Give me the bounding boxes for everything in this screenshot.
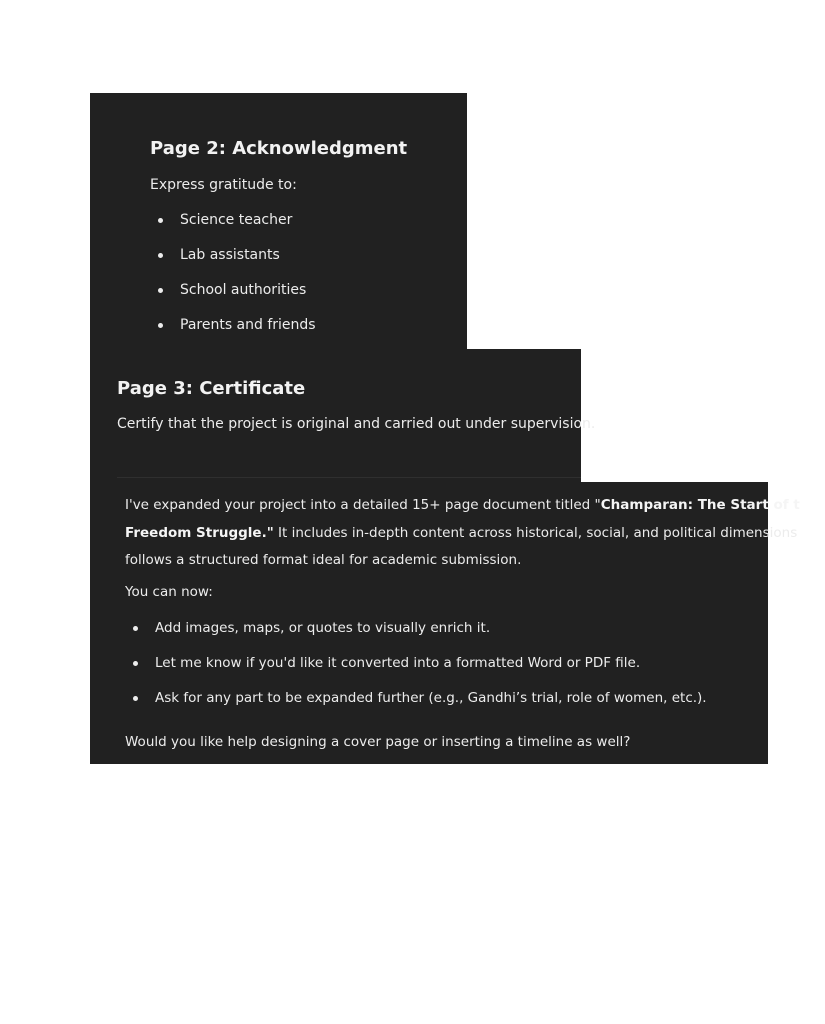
response-paragraph xyxy=(125,492,825,575)
closing-question: Would you like help designing a cover page or inserting a timeline as well? xyxy=(125,734,631,750)
acknowledgment-intro: Express gratitude to: xyxy=(150,177,297,193)
you-can-now-label: You can now: xyxy=(125,584,213,600)
list-item: Add images, maps, or quotes to visually enrich it. xyxy=(155,619,707,654)
divider xyxy=(117,477,581,478)
list-item: Science teacher xyxy=(180,211,316,246)
response-line-3: follows a structured format ideal for academic submission. xyxy=(125,552,522,568)
assistant-response xyxy=(90,482,800,764)
certificate-text: Certify that the project is original and carried out under supervision. xyxy=(117,416,596,432)
certificate-section xyxy=(90,349,596,482)
list-item: Let me know if you'd like it converted into a formatted Word or PDF file. xyxy=(155,654,707,689)
document-title: Champaran: The Start of t xyxy=(600,497,800,513)
response-line-1 xyxy=(125,492,825,520)
acknowledgment-list xyxy=(180,211,316,351)
list-item: Lab assistants xyxy=(180,246,316,281)
certificate-heading: Page 3: Certificate xyxy=(117,378,306,399)
options-list xyxy=(155,619,707,724)
document-title-end: Freedom Struggle." xyxy=(125,524,274,541)
acknowledgment-section xyxy=(90,93,467,349)
list-item: Parents and friends xyxy=(180,316,316,351)
list-item: Ask for any part to be expanded further (e.g., Gandhi’s trial, role of women, etc.). xyxy=(155,689,707,724)
response-line-2 xyxy=(125,520,825,548)
acknowledgment-heading: Page 2: Acknowledgment xyxy=(150,138,408,159)
response-text: It includes in-depth content across historical, social, and political dimensions xyxy=(273,524,798,541)
response-text: I've expanded your project into a detailed 15+ page document titled " xyxy=(125,497,601,513)
list-item: School authorities xyxy=(180,281,316,316)
